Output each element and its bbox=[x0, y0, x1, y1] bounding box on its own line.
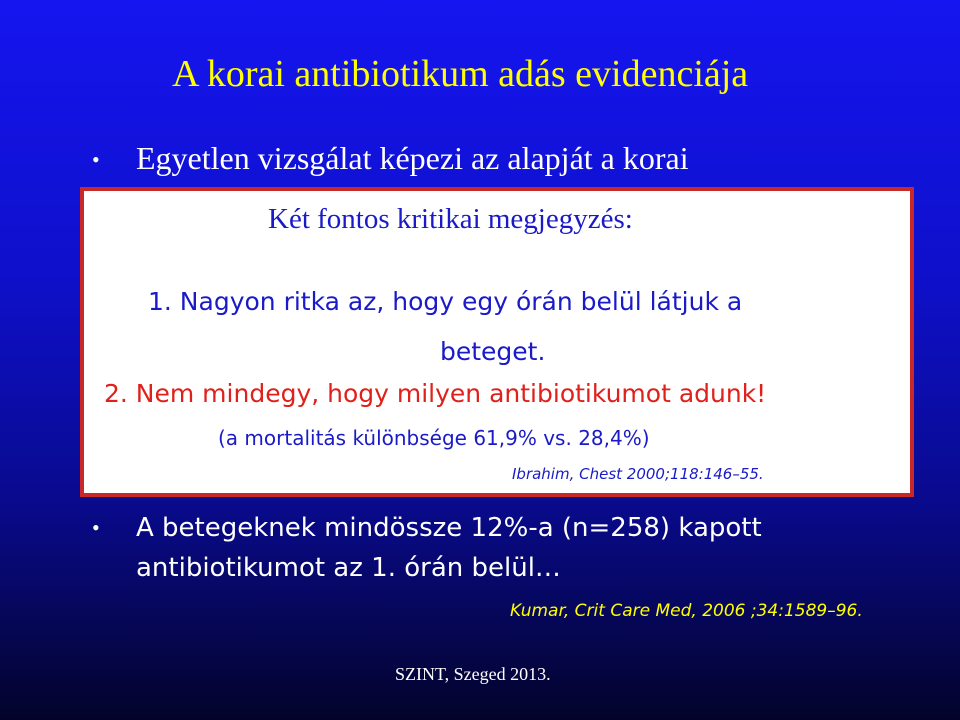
bullet-text: Egyetlen vizsgálat képezi az alapját a korai bbox=[136, 140, 689, 176]
bullet-text-2-line-2: antibiotikumot az 1. órán belül… bbox=[136, 553, 561, 583]
bullet-dot: • bbox=[92, 147, 100, 172]
slide-title: A korai antibiotikum adás evidenciája bbox=[172, 53, 749, 95]
annotation-point-1: 1. Nagyon ritka az, hogy egy órán belül látjuk a bbox=[148, 287, 743, 316]
slide-footer: SZINT, Szeged 2013. bbox=[395, 664, 551, 684]
bullet-text-2 bbox=[136, 508, 762, 588]
annotation-point-1-cont: beteget. bbox=[440, 337, 546, 366]
annotation-box bbox=[80, 187, 914, 497]
bullet-dot: • bbox=[92, 515, 100, 540]
annotation-heading: Két fontos kritikai megjegyzés: bbox=[268, 203, 633, 235]
annotation-point-2: 2. Nem mindegy, hogy milyen antibiotikumot adunk! bbox=[104, 379, 767, 408]
bullet-text-2-line-1: A betegeknek mindössze 12%-a (n=258) kapott bbox=[136, 513, 762, 543]
annotation-point-2-detail: (a mortalitás különbsége 61,9% vs. 28,4%) bbox=[218, 426, 650, 450]
slide-citation: Kumar, Crit Care Med, 2006 ;34:1589–96. bbox=[510, 601, 863, 621]
annotation-citation: Ibrahim, Chest 2000;118:146–55. bbox=[512, 465, 764, 483]
